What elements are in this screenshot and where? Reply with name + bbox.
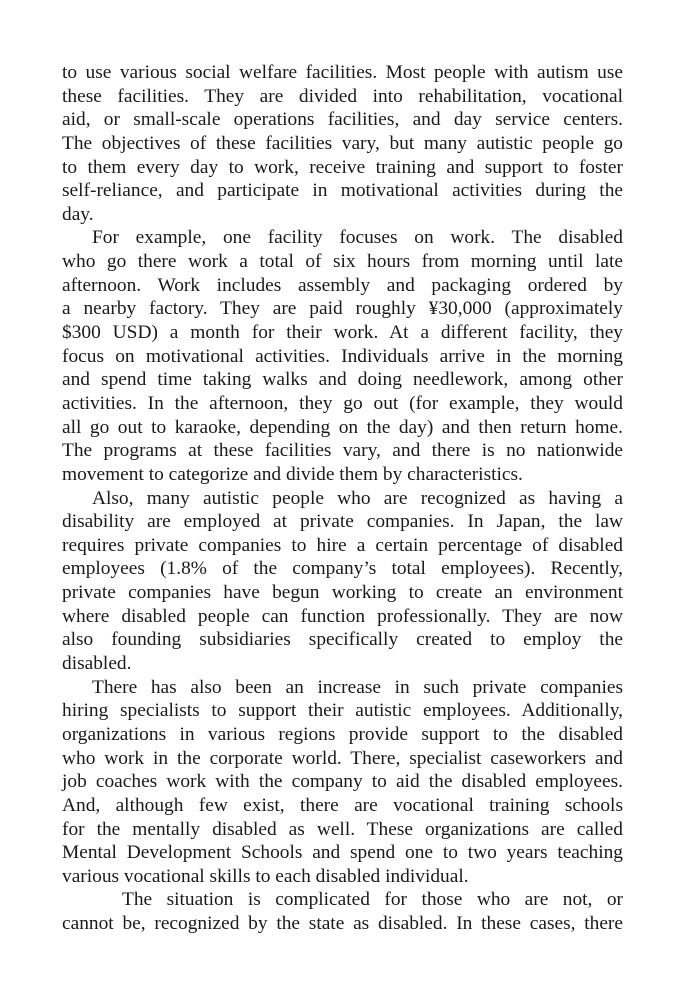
text-line: these facilities. They are divided into rehabilitation, vocational	[62, 85, 623, 107]
text-line: requires private companies to hire a certain percentage of disabled	[62, 534, 623, 556]
text-line: a nearby factory. They are paid roughly ¥30,000 (approximately	[62, 298, 623, 320]
text-line: day.	[62, 203, 94, 225]
text-line: cannot be, recognized by the state as disabled. In these cases, there	[62, 913, 623, 935]
text-line: who work in the corporate world. There, specialist caseworkers and	[62, 747, 623, 769]
text-line: For example, one facility focuses on work. The disabled	[92, 227, 623, 249]
text-line: focus on motivational activities. Individuals arrive in the morning	[62, 345, 623, 367]
text-line: employees (1.8% of the company’s total employees). Recently,	[62, 558, 623, 580]
text-line: aid, or small-scale operations facilities, and day service centers.	[62, 109, 623, 131]
text-line: $300 USD) a month for their work. At a different facility, they	[62, 322, 623, 344]
text-line: disabled.	[62, 653, 132, 675]
text-line: Mental Development Schools and spend one to two years teaching	[62, 842, 623, 864]
paragraph	[62, 226, 623, 486]
document-page	[62, 61, 623, 936]
text-line: And, although few exist, there are vocational training schools	[62, 794, 623, 816]
text-line: where disabled people can function professionally. They are now	[62, 605, 623, 627]
text-line: disability are employed at private companies. In Japan, the law	[62, 511, 623, 533]
paragraph	[62, 676, 623, 889]
text-line: There has also been an increase in such private companies	[92, 676, 623, 698]
text-line: all go out to karaoke, depending on the day) and then return home.	[62, 416, 623, 438]
text-line: who go there work a total of six hours from morning until late	[62, 251, 623, 273]
text-line: movement to categorize and divide them by characteristics.	[62, 463, 523, 485]
text-line: private companies have begun working to create an environment	[62, 582, 623, 604]
paragraph	[62, 888, 623, 935]
text-line: job coaches work with the company to aid the disabled employees.	[62, 771, 623, 793]
text-line: The programs at these facilities vary, and there is no nationwide	[62, 440, 623, 462]
text-line: activities. In the afternoon, they go out (for example, they would	[62, 392, 623, 414]
text-line: Also, many autistic people who are recognized as having a	[92, 487, 623, 509]
text-line: for the mentally disabled as well. These organizations are called	[62, 818, 623, 840]
text-line: hiring specialists to support their autistic employees. Additionally,	[62, 700, 623, 722]
text-line: self-reliance, and participate in motivational activities during the	[62, 180, 623, 202]
text-line: various vocational skills to each disabled individual.	[62, 865, 469, 887]
text-line: afternoon. Work includes assembly and packaging ordered by	[62, 274, 623, 296]
text-line: organizations in various regions provide support to the disabled	[62, 723, 623, 745]
text-line: The objectives of these facilities vary, but many autistic people go	[62, 132, 623, 154]
text-line: and spend time taking walks and doing needlework, among other	[62, 369, 623, 391]
paragraph	[62, 487, 623, 676]
text-line: to use various social welfare facilities. Most people with autism use	[62, 62, 623, 83]
text-line: The situation is complicated for those who are not, or	[122, 889, 623, 911]
text-line: to them every day to work, receive training and support to foster	[62, 156, 623, 178]
paragraph	[62, 61, 623, 226]
text-line: also founding subsidiaries specifically created to employ the	[62, 629, 623, 651]
